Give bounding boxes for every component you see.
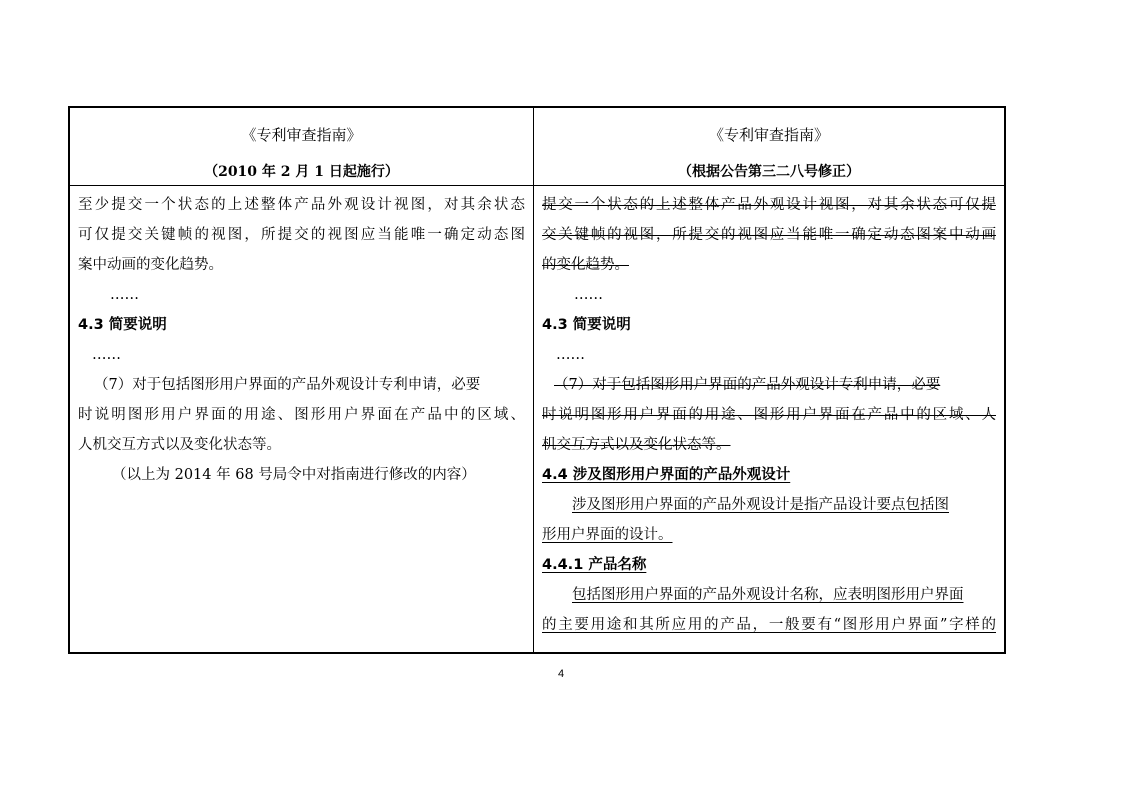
right-inserted-line: 的主要用途和其所应用的产品，一般要有“图形用户界面”字样的 (542, 617, 996, 633)
right-ellipsis: …… (556, 347, 585, 363)
right-header (534, 108, 1004, 186)
left-line: 人机交互方式以及变化状态等。 (78, 437, 281, 453)
left-section-heading: 4.3 简要说明 (78, 317, 167, 333)
right-body (534, 186, 1004, 640)
left-ellipsis: …… (92, 347, 121, 363)
left-line: 时说明图形用户界面的用途、图形用户界面在产品中的区域、 (78, 407, 525, 423)
right-ellipsis: …… (574, 287, 603, 303)
right-inserted-line: 包括图形用户界面的产品外观设计名称，应表明图形用户界面 (572, 587, 964, 603)
right-deleted-line: 时说明图形用户界面的用途、图形用户界面在产品中的区域、人 (542, 407, 996, 423)
comparison-table (68, 106, 1006, 654)
left-subtitle: （2010 年 2 月 1 日起施行） (204, 164, 399, 180)
left-header (70, 108, 533, 186)
right-inserted-heading: 4.4 涉及图形用户界面的产品外观设计 (542, 467, 791, 483)
right-section-heading: 4.3 简要说明 (542, 317, 631, 333)
right-inserted-line: 涉及图形用户界面的产品外观设计是指产品设计要点包括图 (572, 497, 949, 513)
right-deleted-line: （7）对于包括图形用户界面的产品外观设计专利申请，必要 (554, 377, 941, 393)
left-ellipsis: …… (110, 287, 139, 303)
left-line: 案中动画的变化趋势。 (78, 257, 223, 273)
right-title: 《专利审查指南》 (708, 126, 829, 144)
right-deleted-line: 的变化趋势。 (542, 257, 629, 273)
left-column (70, 108, 534, 652)
left-line: （7）对于包括图形用户界面的产品外观设计专利申请，必要 (94, 377, 481, 393)
left-body (70, 186, 533, 490)
left-title: 《专利审查指南》 (241, 126, 362, 144)
left-line: 至少提交一个状态的上述整体产品外观设计视图，对其余状态 (78, 197, 525, 213)
right-deleted-line: 机交互方式以及变化状态等。 (542, 437, 731, 453)
left-line: 可仅提交关键帧的视图，所提交的视图应当能唯一确定动态图 (78, 227, 525, 243)
left-note: （以上为 2014 年 68 号局令中对指南进行修改的内容） (112, 467, 476, 483)
right-inserted-heading: 4.4.1 产品名称 (542, 557, 647, 573)
right-subtitle: （根据公告第三二八号修正） (678, 164, 860, 180)
page-number: 4 (557, 668, 565, 680)
right-inserted-line: 形用户界面的设计。 (542, 527, 673, 543)
right-deleted-line: 交关键帧的视图，所提交的视图应当能唯一确定动态图案中动画 (542, 227, 996, 243)
right-deleted-line: 提交一个状态的上述整体产品外观设计视图，对其余状态可仅提 (542, 197, 996, 213)
right-column (534, 108, 1004, 652)
